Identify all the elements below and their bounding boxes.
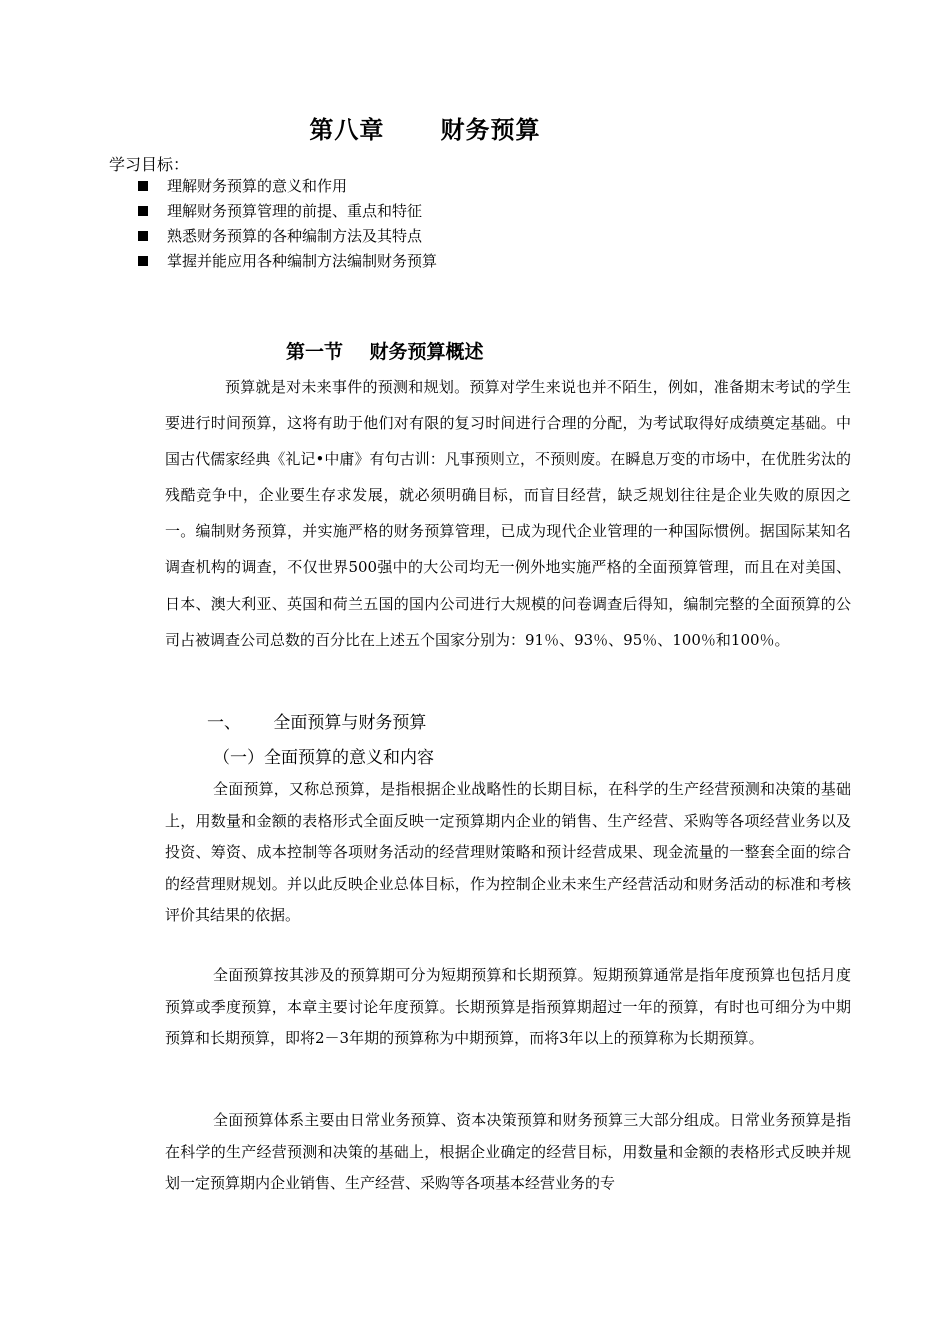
square-bullet-icon — [138, 256, 148, 266]
objective-text: 理解财务预算的意义和作用 — [167, 177, 348, 195]
body-paragraph: 全面预算，又称总预算，是指根据企业战略性的长期目标，在科学的生产经营预测和决策的基础上，用数量和金额的表格形式全面反映一定预算期内企业的销售、生产经营、采购等各项经营业务以及投资、筹资、成本控制等各项财务活动的经营理财策略和预计经营成果、现金流量的一整套全面的综合的经营理财规划。并以此反映企业总体目标，作为控制企业未来生产经营活动和财务活动的标准和考核评价其结果的依据。 — [165, 780, 851, 925]
objectives-list — [138, 176, 437, 276]
objective-text: 理解财务预算管理的前提、重点和特征 — [167, 202, 423, 220]
subsection-heading: 一、 全面预算与财务预算 — [207, 713, 427, 733]
list-item — [138, 226, 437, 251]
list-item — [138, 176, 437, 201]
list-item — [138, 201, 437, 226]
chapter-title: 第八章 财务预算 — [309, 115, 541, 144]
sub-subsection-heading: （一）全面预算的意义和内容 — [213, 748, 434, 768]
objective-text: 掌握并能应用各种编制方法编制财务预算 — [167, 252, 438, 270]
square-bullet-icon — [138, 231, 148, 241]
intro-paragraph: 预算就是对未来事件的预测和规划。预算对学生来说也并不陌生，例如，准备期末考试的学生要进行时间预算，这将有助于他们对有限的复习时间进行合理的分配，为考试取得好成绩奠定基础。中国古代儒家经典《礼记•中庸》有句古训：凡事预则立，不预则废。在瞬息万变的市场中，在优胜劣汰的残酷竞争中，企业要生存求发展，就必须明确目标，而盲目经营，缺乏规划往往是企业失败的原因之一。编制财务预算，并实施严格的财务预算管理，已成为现代企业管理的一种国际惯例。据国际某知名调查机构的调查，不仅世界500强中的大公司均无一例外地实施严格的全面预算管理，而且在对美国、日本、澳大利亚、英国和荷兰五国的国内公司进行大规模的问卷调查后得知，编制完整的全面预算的公司占被调查公司总数的百分比在上述五个国家分别为：91％、93％、95％、100％和100％。 — [165, 378, 851, 649]
body-paragraph: 全面预算按其涉及的预算期可分为短期预算和长期预算。短期预算通常是指年度预算也包括月度预算或季度预算，本章主要讨论年度预算。长期预算是指预算期超过一年的预算，有时也可细分为中期预算和长期预算，即将2－3年期的预算称为中期预算，而将3年以上的预算称为长期预算。 — [165, 966, 851, 1047]
objective-text: 熟悉财务预算的各种编制方法及其特点 — [167, 227, 423, 245]
body-paragraph: 全面预算体系主要由日常业务预算、资本决策预算和财务预算三大部分组成。日常业务预算是指在科学的生产经营预测和决策的基础上，根据企业确定的经营目标，用数量和金额的表格形式反映并规划一定预算期内企业销售、生产经营、采购等各项基本经营业务的专 — [165, 1111, 851, 1192]
list-item — [138, 251, 437, 276]
square-bullet-icon — [138, 181, 148, 191]
square-bullet-icon — [138, 206, 148, 216]
objectives-label: 学习目标： — [109, 155, 190, 174]
section-title: 第一节 财务预算概述 — [286, 341, 484, 363]
